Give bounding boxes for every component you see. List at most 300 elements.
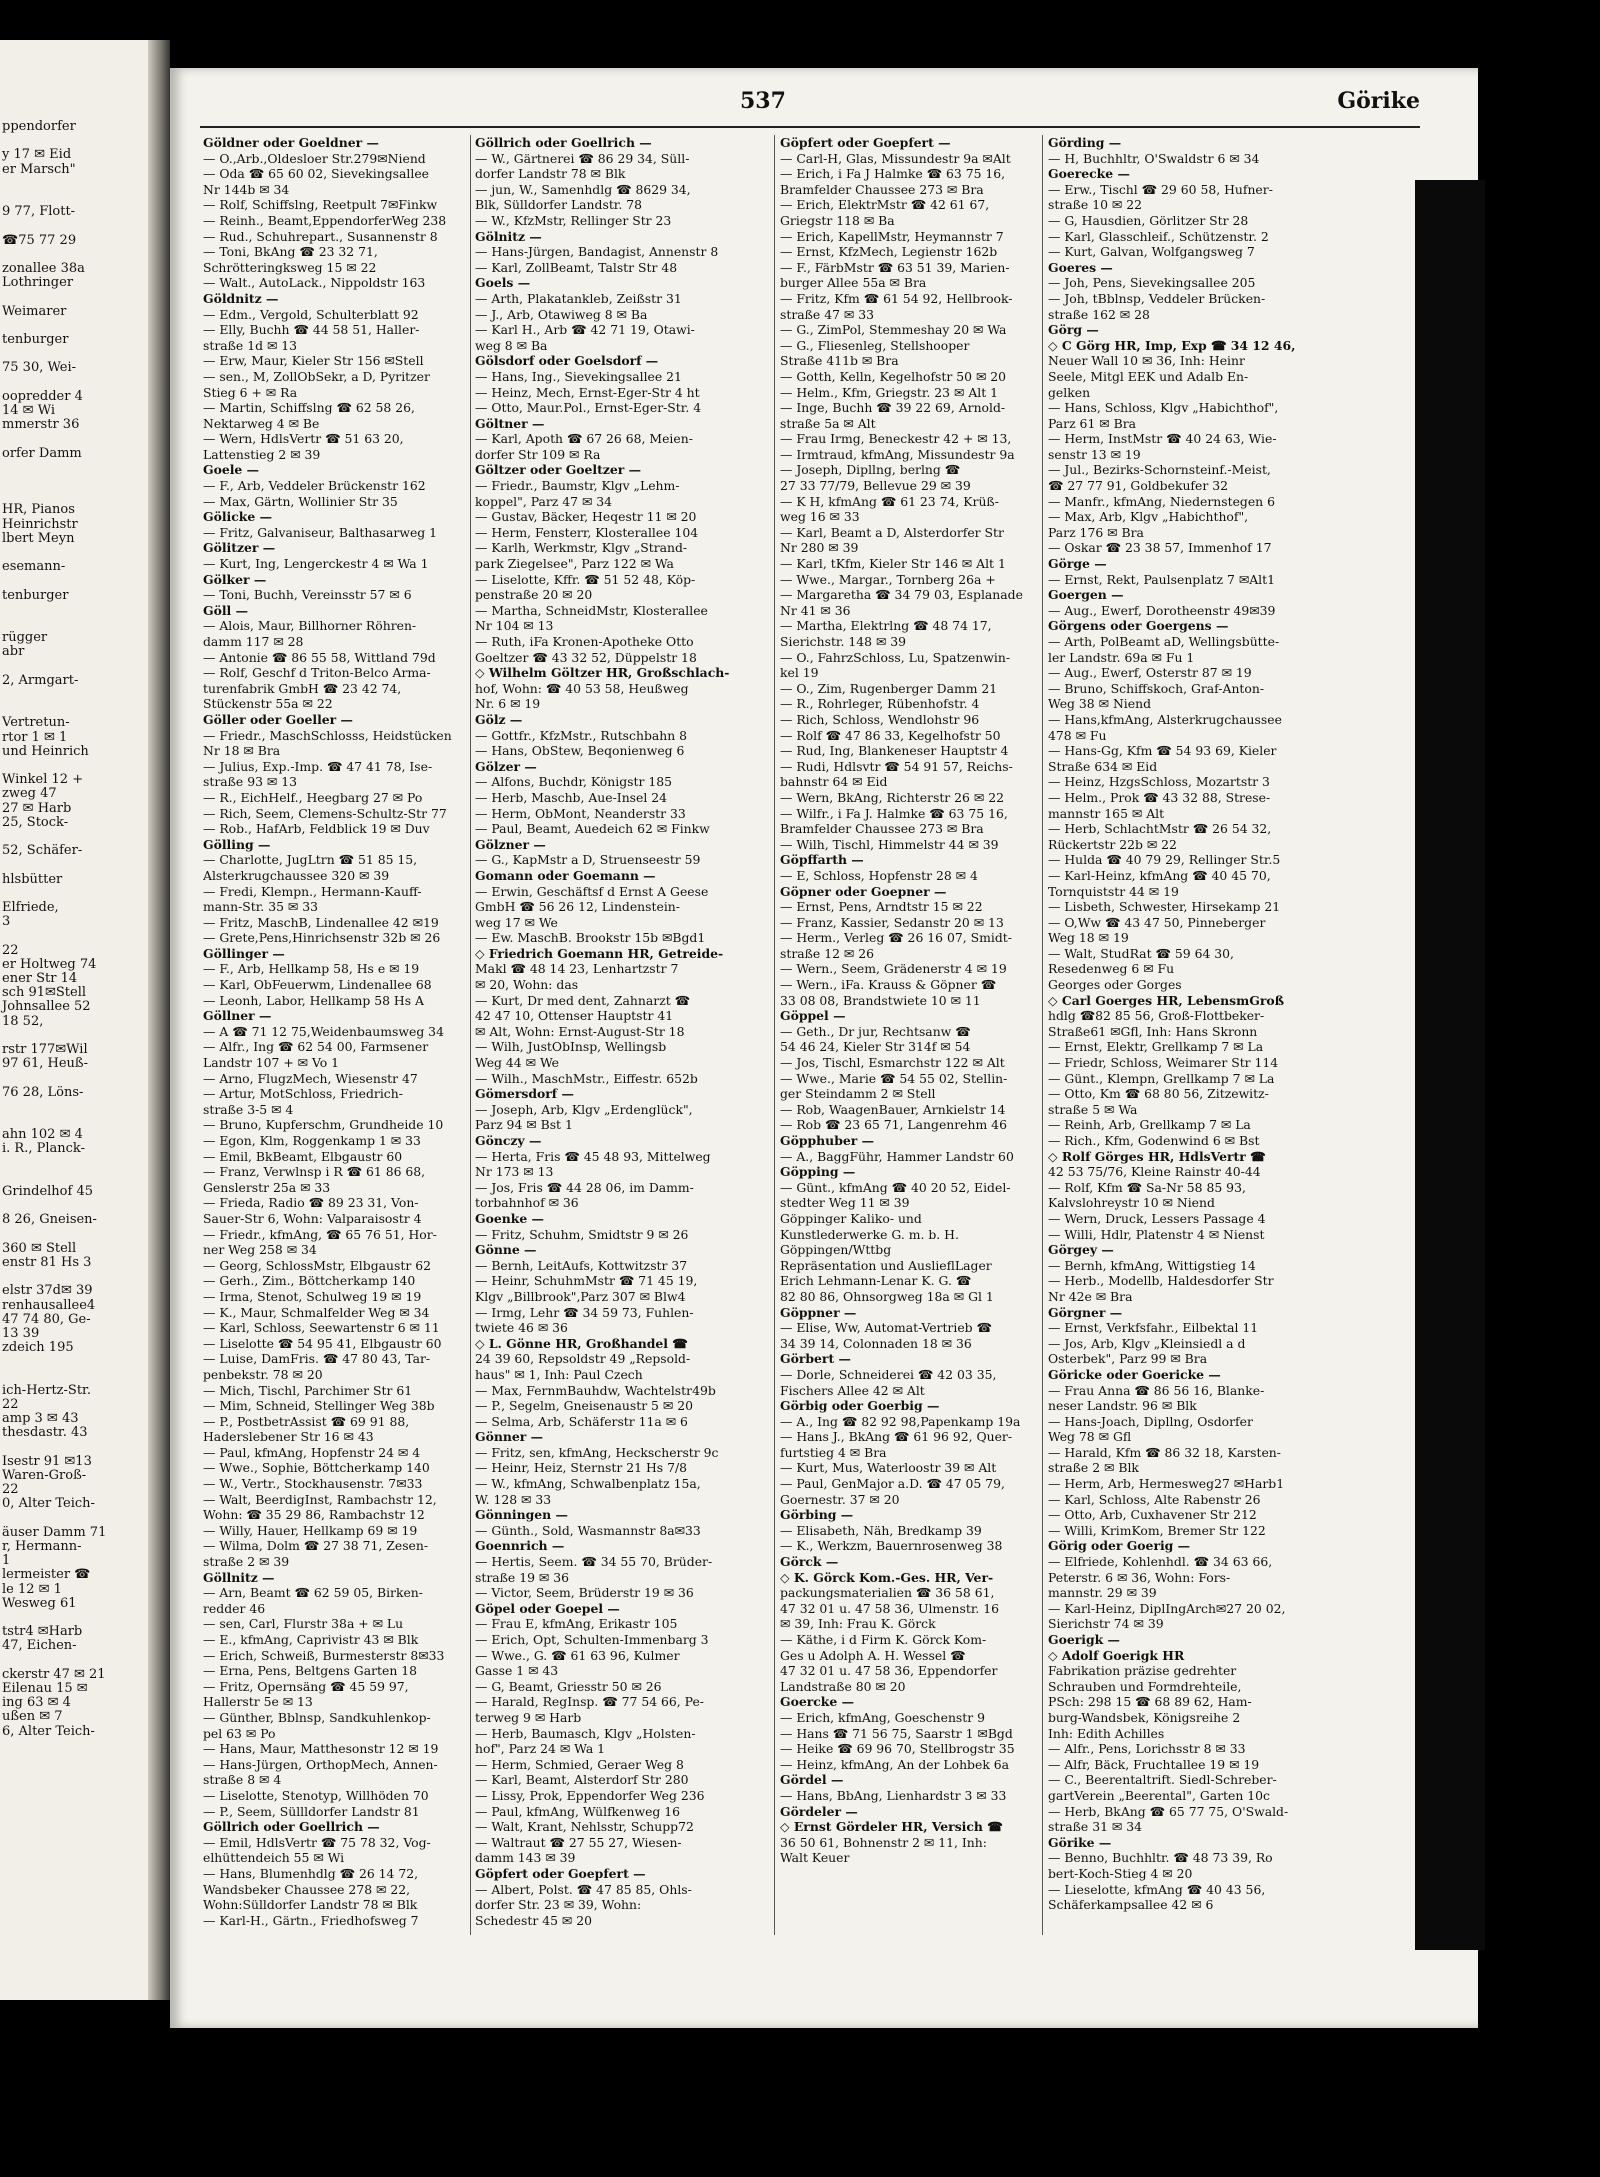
directory-entry-line: straße 2 ✉ Blk — [1048, 1460, 1139, 1476]
directory-entry-line: Schrauben und Formdrehteile, — [1048, 1678, 1242, 1694]
fragment-line: 97 61, Heuß- — [2, 1056, 88, 1072]
directory-entry-line: — Ruth, iFa Kronen-Apotheke Otto — [475, 634, 694, 649]
directory-entry-line: — Karl-Heinz, DiplIngArch✉27 20 02, — [1048, 1600, 1286, 1616]
fragment-line: rstr 177✉Wil — [2, 1042, 88, 1057]
directory-entry-line: — Waltraut ☎ 27 55 27, Wiesen- — [475, 1834, 682, 1850]
directory-entry-line: — P., PostbetrAssist ☎ 69 91 88, — [203, 1413, 410, 1429]
directory-entry-line: ◇ Carl Goerges HR, LebensmGroß — [1048, 992, 1285, 1008]
directory-entry-line: — Kurt, Ing, Lengerckestr 4 ✉ Wa 1 — [203, 556, 429, 572]
directory-entry-line: Gomann oder Goemann — — [475, 867, 656, 883]
directory-entry-line: — Arth, Plakatankleb, Zeißstr 31 — [475, 290, 682, 306]
directory-entry-line: — Rich., Kfm, Godenwind 6 ✉ Bst — [1048, 1133, 1260, 1148]
directory-entry-line: haus" ✉ 1, Inh: Paul Czech — [475, 1366, 643, 1382]
fragment-line: ußen ✉ 7 — [2, 1709, 63, 1725]
directory-entry-line: Bramfelder Chaussee 273 ✉ Bra — [780, 181, 984, 197]
directory-entry-line: — Herta, Fris ☎ 45 48 93, Mittelweg — [475, 1148, 711, 1164]
directory-entry-line: — Herb, SchlachtMstr ☎ 26 54 32, — [1048, 821, 1272, 837]
directory-entry-line: gartVerein „Beerental", Garten 10c — [1048, 1787, 1270, 1803]
directory-entry-line: Göppingen/Wttbg — [780, 1242, 892, 1258]
directory-entry-line: Gasse 1 ✉ 43 — [475, 1663, 559, 1679]
directory-entry-line: mann-Str. 35 ✉ 33 — [203, 899, 318, 915]
fragment-line: 14 ✉ Wi — [2, 403, 55, 418]
fragment-line: Eilenau 15 ✉ — [2, 1681, 88, 1696]
directory-entry-line: Göllinger — — [203, 945, 285, 961]
fragment-line: Lothringer — [2, 275, 74, 291]
directory-entry-line: Görbig oder Goerbig — — [780, 1398, 940, 1414]
directory-entry-line: Göllnitz — — [203, 1569, 275, 1585]
directory-entry-line: — Heinr, Heiz, Sternstr 21 Hs 7/8 — [475, 1460, 688, 1476]
directory-entry-line: — Arn, Beamt ☎ 62 59 05, Birken- — [203, 1585, 423, 1601]
fragment-line: 76 28, Löns- — [2, 1084, 84, 1100]
directory-entry-line: Goeres — — [1048, 259, 1113, 275]
directory-entry-line: — Egon, Klm, Roggenkamp 1 ✉ 33 — [203, 1133, 421, 1148]
directory-entry-line: — Otto, Arb, Cuxhavener Str 212 — [1048, 1507, 1257, 1523]
directory-entry-line: packungsmaterialien ☎ 36 58 61, — [780, 1585, 995, 1601]
fragment-line: zonallee 38a — [2, 261, 85, 276]
directory-entry-line: Nr 41 ✉ 36 — [780, 602, 851, 618]
directory-entry-line: — Wwe., G. ☎ 61 63 96, Kulmer — [475, 1647, 680, 1663]
directory-entry-line: — K H, kfmAng ☎ 61 23 74, Krüß- — [780, 493, 999, 509]
directory-entry-line: — Oda ☎ 65 60 02, Sievekingsallee — [203, 166, 430, 182]
directory-entry-line: Görgner — — [1048, 1304, 1123, 1320]
book-gutter — [148, 40, 170, 2000]
directory-entry-line: Makl ☎ 48 14 23, Lenhartzstr 7 — [475, 961, 679, 977]
directory-entry-line: Göllrich oder Goellrich — — [203, 1819, 380, 1835]
directory-entry-line: — Jos, Tischl, Esmarchstr 122 ✉ Alt — [780, 1055, 1005, 1071]
fragment-line: 47, Eichen- — [2, 1638, 77, 1654]
directory-entry-line: — Leonh, Labor, Hellkamp 58 Hs A — [203, 992, 424, 1008]
directory-entry-line: Erich Lehmann-Lenar K. G. ☎ — [780, 1273, 972, 1289]
directory-entry-line: — Erich, Schweiß, Burmesterstr 8✉33 — [203, 1647, 445, 1663]
directory-entry-line: Klgv „Billbrook",Parz 307 ✉ Blw4 — [475, 1288, 686, 1304]
directory-entry-line: — Elisabeth, Näh, Bredkamp 39 — [780, 1522, 982, 1538]
fragment-line: tenburger — [2, 332, 69, 347]
directory-entry-line: straße 12 ✉ 26 — [780, 945, 874, 961]
directory-entry-line: Goenke — — [475, 1210, 544, 1226]
directory-entry-line: straße 93 ✉ 13 — [203, 774, 297, 790]
directory-entry-line: — Rob, WaagenBauer, Arnkielstr 14 — [780, 1101, 1006, 1117]
directory-entry-line: ◇ Rolf Görges HR, HdlsVertr ☎ — [1048, 1148, 1266, 1164]
directory-entry-line: — Lissy, Prok, Eppendorfer Weg 236 — [475, 1787, 705, 1803]
column-divider — [470, 135, 471, 1935]
directory-entry-line: Bramfelder Chaussee 273 ✉ Bra — [780, 821, 984, 837]
directory-entry-line: Kunstlederwerke G. m. b. H. — [780, 1226, 959, 1242]
directory-entry-line: — Wilh, JustObInsp, Wellingsb — [475, 1039, 667, 1055]
directory-entry-line: Gördeler — — [780, 1803, 858, 1819]
directory-entry-line: — Friedr., MaschSchlosss, Heidstücken — [203, 727, 452, 743]
directory-entry-line: — Elise, Ww, Automat-Vertrieb ☎ — [780, 1320, 992, 1336]
directory-entry-line: turenfabrik GmbH ☎ 23 42 74, — [203, 680, 402, 696]
fragment-line: 0, Alter Teich- — [2, 1496, 95, 1512]
directory-entry-line: — Irma, Stenot, Schulweg 19 ✉ 19 — [203, 1288, 422, 1304]
directory-entry-line: straße 5 ✉ Wa — [1048, 1101, 1138, 1117]
header-rule — [200, 126, 1420, 128]
fragment-line: thesdastr. 43 — [2, 1425, 88, 1441]
fragment-line: Johnsallee 52 — [2, 999, 91, 1015]
directory-entry-line: — Wilh., MaschMstr., Eiffestr. 652b — [475, 1070, 698, 1086]
directory-entry-line: — Otto, Km ☎ 68 80 56, Zitzewitz- — [1048, 1086, 1269, 1102]
directory-entry-line: 47 32 01 u. 47 58 36, Ulmenstr. 16 — [780, 1600, 1000, 1616]
directory-entry-line: torbahnhof ✉ 36 — [475, 1195, 579, 1211]
directory-entry-line: — Hans-Gg, Kfm ☎ 54 93 69, Kieler — [1048, 743, 1277, 759]
directory-entry-line: Straße61 ✉Gfl, Inh: Hans Skronn — [1048, 1023, 1258, 1039]
directory-entry-line: — Wern., Seem, Grädenerstr 4 ✉ 19 — [780, 961, 1007, 977]
directory-entry-line: Nr. 6 ✉ 19 — [475, 696, 541, 712]
directory-entry-line: — Kurt, Galvan, Wolfgangsweg 7 — [1048, 244, 1255, 260]
directory-entry-line: senstr 13 ✉ 19 — [1048, 446, 1141, 462]
fragment-line: Waren-Groß- — [2, 1468, 87, 1483]
directory-entry-line: — Frieda, Radio ☎ 89 23 31, Von- — [203, 1195, 419, 1211]
directory-entry-line: — Kurt, Mus, Waterloostr 39 ✉ Alt — [780, 1460, 997, 1476]
directory-entry-line: stedter Weg 11 ✉ 39 — [780, 1195, 910, 1211]
fragment-line: Isestr 91 ✉13 — [2, 1453, 92, 1469]
directory-entry-line: Wohn:Sülldorfer Landstr 78 ✉ Blk — [203, 1897, 418, 1913]
directory-entry-line: W. 128 ✉ 33 — [475, 1491, 552, 1507]
directory-entry-line: — Lieselotte, kfmAng ☎ 40 43 56, — [1048, 1881, 1266, 1897]
fragment-line: 6, Alter Teich- — [2, 1723, 95, 1739]
directory-entry-line: Lattenstieg 2 ✉ 39 — [203, 446, 321, 462]
directory-entry-line: Sauer-Str 6, Wohn: Valparaisostr 4 — [203, 1210, 422, 1226]
directory-entry-line: damm 143 ✉ 39 — [475, 1850, 576, 1866]
fragment-line: 22 — [2, 942, 19, 958]
directory-entry-line: — Luise, DamFris. ☎ 47 80 43, Tar- — [203, 1351, 431, 1367]
directory-entry-line: — Erich, KapellMstr, Heymannstr 7 — [780, 228, 1004, 244]
directory-entry-line: — Victor, Seem, Brüderstr 19 ✉ 36 — [475, 1585, 694, 1601]
directory-entry-line: — Wilfr., i Fa J. Halmke ☎ 63 75 16, — [780, 805, 1008, 821]
directory-entry-line: gelken — [1048, 384, 1091, 400]
fragment-line: Weimarer — [2, 303, 67, 319]
fragment-line: und Heinrich — [2, 743, 89, 759]
directory-entry-line: — Rob ☎ 23 65 71, Langenrehm 46 — [780, 1117, 1007, 1133]
directory-entry-line: — O., FahrzSchloss, Lu, Spatzenwin- — [780, 649, 1011, 665]
directory-entry-line: — Elly, Buchh ☎ 44 58 51, Haller- — [203, 322, 420, 338]
directory-entry-line: — Harald, RegInsp. ☎ 77 54 66, Pe- — [475, 1694, 704, 1710]
directory-entry-line: — K., Maur, Schmalfelder Weg ✉ 34 — [203, 1304, 430, 1320]
directory-entry-line: — Käthe, i d Firm K. Görck Kom- — [780, 1632, 987, 1647]
fragment-line: 25, Stock- — [2, 814, 69, 830]
directory-entry-line: — Hans, Blumenhdlg ☎ 26 14 72, — [203, 1865, 419, 1881]
directory-entry-line: park Ziegelsee", Parz 122 ✉ Wa — [475, 556, 674, 572]
directory-entry-line: — Fritz, MaschB, Lindenallee 42 ✉19 — [203, 914, 439, 930]
directory-entry-line: ◇ Adolf Goerigk HR — [1048, 1647, 1185, 1663]
directory-entry-line: — Wilma, Dolm ☎ 27 38 71, Zesen- — [203, 1538, 429, 1554]
directory-entry-line: furtstieg 4 ✉ Bra — [780, 1444, 887, 1460]
column-4 — [1048, 135, 1348, 1913]
directory-entry-line: redder 46 — [203, 1600, 266, 1616]
directory-entry-line: — Hertis, Seem. ☎ 34 55 70, Brüder- — [475, 1554, 713, 1570]
directory-entry-line: — Alois, Maur, Billhorner Röhren- — [203, 618, 417, 634]
directory-entry-line: weg 8 ✉ Ba — [475, 337, 548, 353]
directory-entry-line: burg-Wandsbek, Königsreihe 2 — [1048, 1709, 1241, 1725]
directory-entry-line: — Emil, HdlsVertr ☎ 75 78 32, Vog- — [203, 1834, 431, 1850]
directory-entry-line: Göpphuber — — [780, 1133, 874, 1148]
fragment-line: enstr 81 Hs 3 — [2, 1255, 92, 1270]
directory-entry-line: pel 63 ✉ Po — [203, 1725, 276, 1741]
directory-entry-line: — Karlh, Werkmstr, Klgv „Strand- — [475, 540, 688, 556]
directory-entry-line: — Ew. MaschB. Brookstr 15b ✉Bgd1 — [475, 930, 706, 946]
directory-entry-line: — Herm., Verleg ☎ 26 16 07, Smidt- — [780, 930, 1012, 946]
fragment-line: Wesweg 61 — [2, 1595, 77, 1611]
directory-entry-line: — Martha, SchneidMstr, Klosterallee — [475, 602, 708, 618]
directory-entry-line: — Otto, Maur.Pol., Ernst-Eger-Str. 4 — [475, 400, 702, 416]
directory-entry-line: — Elfriede, Kohlenhdl. ☎ 34 63 66, — [1048, 1554, 1273, 1570]
directory-entry-line: — Frau Irmg, Beneckestr 42 + ✉ 13, — [780, 431, 1012, 447]
fragment-line: Vertretun- — [2, 715, 70, 731]
directory-entry-line: — F., Arb, Hellkamp 58, Hs e ✉ 19 — [203, 961, 420, 977]
directory-entry-line: Görike — — [1048, 1834, 1112, 1850]
directory-entry-line: Inh: Edith Achilles — [1048, 1725, 1165, 1741]
directory-entry-line: Görck — — [780, 1554, 839, 1570]
directory-entry-line: Görig oder Goerig — — [1048, 1538, 1191, 1554]
directory-entry-line: Nr 173 ✉ 13 — [475, 1164, 554, 1180]
fragment-line: amp 3 ✉ 43 — [2, 1411, 79, 1427]
fragment-line: HR, Pianos — [2, 502, 75, 518]
directory-entry-line: terweg 9 ✉ Harb — [475, 1709, 582, 1725]
directory-entry-line: Göppel — — [780, 1008, 846, 1024]
directory-entry-line: — Kurt, Dr med dent, Zahnarzt ☎ — [475, 992, 691, 1008]
directory-entry-line: — Hans J., BkAng ☎ 61 96 92, Quer- — [780, 1429, 1013, 1445]
directory-entry-line: — Walt, BeerdigInst, Rambachstr 12, — [203, 1491, 437, 1507]
directory-entry-line: — Fritz, Galvaniseur, Balthasarweg 1 — [203, 524, 438, 540]
directory-entry-line: — Ernst, Verkfsfahr., Eilbektal 11 — [1048, 1320, 1259, 1336]
directory-entry-line: mannstr. 29 ✉ 39 — [1048, 1585, 1157, 1601]
directory-entry-line: Gönne — — [475, 1242, 537, 1258]
directory-entry-line: Wohn: ☎ 35 29 86, Rambachstr 12 — [203, 1507, 425, 1523]
directory-entry-line: — Fritz, Opernsäng ☎ 45 59 97, — [203, 1678, 409, 1694]
fragment-line: 27 ✉ Harb — [2, 800, 72, 816]
fragment-line: ckerstr 47 ✉ 21 — [2, 1666, 106, 1682]
directory-entry-line: — Inge, Buchh ☎ 39 22 69, Arnold- — [780, 400, 1006, 416]
directory-entry-line: — Alfons, Buchdr, Königstr 185 — [475, 774, 672, 790]
directory-entry-line: Goele — — [203, 462, 260, 478]
directory-entry-line: 47 32 01 u. 47 58 36, Eppendorfer — [780, 1663, 998, 1679]
directory-entry-line: — Rolf ☎ 47 86 33, Kegelhofstr 50 — [780, 727, 1001, 743]
directory-entry-line: Nr 280 ✉ 39 — [780, 540, 859, 556]
directory-entry-line: — Herm, Schmied, Geraer Weg 8 — [475, 1756, 684, 1772]
directory-entry-line: — Joseph, Arb, Klgv „Erdenglück", — [475, 1101, 693, 1117]
directory-entry-line: — Ernst, Pens, Arndtstr 15 ✉ 22 — [780, 899, 983, 915]
directory-entry-line: Weg 78 ✉ Gfl — [1048, 1429, 1132, 1445]
directory-entry-line: — Karl, Glasschleif., Schützenstr. 2 — [1048, 228, 1269, 244]
fragment-line: 360 ✉ Stell — [2, 1240, 77, 1256]
directory-entry-line: — Erich, kfmAng, Goeschenstr 9 — [780, 1709, 986, 1725]
fragment-line: 1 — [2, 1553, 11, 1569]
directory-entry-line: — Heinr, SchuhmMstr ☎ 71 45 19, — [475, 1273, 698, 1289]
fragment-line: ppendorfer — [2, 119, 76, 134]
directory-entry-line: Stieg 6 + ✉ Ra — [203, 384, 298, 400]
directory-entry-line: — Herm, InstMstr ☎ 40 24 63, Wie- — [1048, 431, 1277, 447]
directory-entry-line: Göltzer oder Goeltzer — — [475, 462, 642, 478]
directory-entry-line: PSch: 298 15 ☎ 68 89 62, Ham- — [1048, 1694, 1252, 1710]
directory-entry-line: — Hulda ☎ 40 79 29, Rellinger Str.5 — [1048, 852, 1281, 868]
fragment-line: 18 52, — [2, 1013, 44, 1029]
directory-entry-line: Schrötteringksweg 15 ✉ 22 — [203, 259, 377, 275]
directory-entry-line: — E, Schloss, Hopfenstr 28 ✉ 4 — [780, 867, 978, 883]
directory-entry-line: — Bruno, Kupferschm, Grundheide 10 — [203, 1117, 444, 1133]
directory-entry-line: 36 50 61, Bohnenstr 2 ✉ 11, Inh: — [780, 1834, 987, 1850]
directory-entry-line: — Günt., kfmAng ☎ 40 20 52, Eidel- — [780, 1179, 1011, 1195]
directory-entry-line: ner Weg 258 ✉ 34 — [203, 1242, 317, 1258]
directory-entry-line: ◇ Wilhelm Göltzer HR, Großschlach- — [475, 665, 730, 681]
directory-entry-line: — Fritz, sen, kfmAng, Heckscherstr 9c — [475, 1444, 719, 1460]
directory-entry-line: — Dorle, Schneiderei ☎ 42 03 35, — [780, 1366, 997, 1382]
directory-entry-line: — Albert, Polst. ☎ 47 85 85, Ohls- — [475, 1881, 692, 1897]
directory-entry-line: — Rud, Ing, Blankeneser Hauptstr 4 — [780, 743, 1009, 759]
directory-entry-line: — K., Werkzm, Bauernrosenweg 38 — [780, 1538, 1003, 1554]
directory-entry-line: — O,Ww ☎ 43 47 50, Pinneberger — [1048, 914, 1266, 930]
directory-entry-line: ✉ 39, Inh: Frau K. Görck — [780, 1616, 936, 1632]
directory-entry-line: Göpffarth — — [780, 852, 864, 868]
directory-entry-line: Hallerstr 5e ✉ 13 — [203, 1694, 313, 1710]
directory-entry-line: damm 117 ✉ 28 — [203, 634, 304, 649]
directory-entry-line: — Herb, BkAng ☎ 65 77 75, O'Swald- — [1048, 1803, 1289, 1819]
directory-entry-line: Gölicke — — [203, 509, 272, 525]
directory-entry-line: — Gerh., Zim., Böttcherkamp 140 — [203, 1273, 416, 1289]
directory-entry-line: Nr 42e ✉ Bra — [1048, 1288, 1133, 1304]
directory-entry-line: — A., BaggFühr, Hammer Landstr 60 — [780, 1148, 1014, 1164]
fragment-line: zdeich 195 — [2, 1340, 74, 1356]
fragment-line: Grindelhof 45 — [2, 1184, 93, 1199]
directory-entry-line: — Frau Anna ☎ 86 56 16, Blanke- — [1048, 1382, 1265, 1398]
directory-entry-line: 478 ✉ Fu — [1048, 727, 1107, 743]
directory-entry-line: Wandsbeker Chaussee 278 ✉ 22, — [203, 1881, 411, 1897]
directory-entry-line: Göllrich oder Goellrich — — [475, 135, 652, 150]
directory-entry-line: — Rich, Seem, Clemens-Schultz-Str 77 — [203, 805, 447, 821]
directory-entry-line: — Julius, Exp.-Imp. ☎ 47 41 78, Ise- — [203, 758, 433, 774]
directory-entry-line: 24 39 60, Repsoldstr 49 „Repsold- — [475, 1351, 691, 1367]
fragment-line: esemann- — [2, 559, 66, 575]
directory-entry-line: — Martin, Schiffslng ☎ 62 58 26, — [203, 400, 415, 416]
directory-entry-line: Göppinger Kaliko- und — [780, 1210, 922, 1226]
directory-entry-line: ◇ Friedrich Goemann HR, Getreide- — [475, 945, 724, 961]
directory-entry-line: 34 39 14, Colonnaden 18 ✉ 36 — [780, 1335, 972, 1351]
directory-entry-line: Kalvslohreystr 10 ✉ Niend — [1048, 1195, 1215, 1211]
directory-entry-line: — F., Arb, Veddeler Brückenstr 162 — [203, 478, 426, 494]
fragment-line: elstr 37d✉ 39 — [2, 1283, 93, 1299]
directory-entry-line: — W., Gärtnerei ☎ 86 29 34, Süll- — [475, 150, 690, 166]
directory-entry-line: — W., Vertr., Stockhausenstr. 7✉33 — [203, 1476, 423, 1492]
directory-entry-line: — Günt., Klempn, Grellkamp 7 ✉ La — [1048, 1070, 1275, 1086]
fragment-line: ener Str 14 — [2, 971, 78, 986]
fragment-line: 13 39 — [2, 1326, 40, 1341]
directory-entry-line: — Margaretha ☎ 34 79 03, Esplanade — [780, 587, 1023, 603]
directory-entry-line: — Herm, Fensterr, Klosterallee 104 — [475, 524, 699, 540]
directory-entry-line: Seele, Mitgl EEK und Adalb En- — [1048, 368, 1249, 384]
directory-entry-line: dorfer Landstr 78 ✉ Blk — [475, 166, 626, 182]
directory-entry-line: Parz 94 ✉ Bst 1 — [475, 1117, 573, 1133]
directory-entry-line: Ges u Adolph A. H. Wessel ☎ — [780, 1647, 966, 1663]
directory-entry-line: burger Allee 55a ✉ Bra — [780, 275, 927, 291]
directory-entry-line: Neuer Wall 10 ✉ 36, Inh: Heinr — [1048, 353, 1245, 369]
directory-entry-line: neser Landstr. 96 ✉ Blk — [1048, 1398, 1197, 1414]
directory-entry-line: — Rolf, Geschf d Triton-Belco Arma- — [203, 665, 431, 681]
directory-entry-line: 33 08 08, Brandstwiete 10 ✉ 11 — [780, 992, 981, 1008]
directory-entry-line: Goernestr. 37 ✉ 20 — [780, 1491, 900, 1507]
directory-entry-line: Weg 18 ✉ 19 — [1048, 930, 1129, 946]
directory-entry-line: straße 2 ✉ 39 — [203, 1554, 290, 1570]
directory-entry-line: Schäferkampsallee 42 ✉ 6 — [1048, 1897, 1214, 1913]
directory-entry-line: Osterbek", Parz 99 ✉ Bra — [1048, 1351, 1208, 1367]
directory-entry-line: — Günther, Bblnsp, Sandkuhlenkop- — [203, 1709, 431, 1725]
directory-entry-line: penstraße 20 ✉ 20 — [475, 587, 593, 603]
directory-entry-line: Göpel oder Goepel — — [475, 1600, 620, 1616]
directory-entry-line: Göpping — — [780, 1164, 856, 1180]
directory-entry-line: Nr 18 ✉ Bra — [203, 743, 281, 759]
directory-entry-line: weg 16 ✉ 33 — [780, 509, 860, 525]
directory-entry-line: — Paul, Beamt, Auedeich 62 ✉ Finkw — [475, 821, 710, 837]
directory-entry-line: Repräsentation und AuslieflLager — [780, 1257, 992, 1273]
directory-entry-line: Görding — — [1048, 135, 1122, 150]
directory-entry-line: Görge — — [1048, 556, 1107, 572]
directory-entry-line: — Liselotte ☎ 54 95 41, Elbgaustr 60 — [203, 1335, 442, 1351]
directory-entry-line: — Charlotte, JugLtrn ☎ 51 85 15, — [203, 852, 418, 868]
directory-entry-line: ☎ 27 77 91, Goldbekufer 32 — [1048, 478, 1228, 494]
directory-entry-line: — Willi, Hdlr, Platenstr 4 ✉ Nienst — [1048, 1226, 1265, 1242]
directory-entry-line: — Manfr., kfmAng, Niedernstegen 6 — [1048, 493, 1275, 509]
directory-entry-line: — Karl, tKfm, Kieler Str 146 ✉ Alt 1 — [780, 556, 1006, 572]
fragment-line: abr — [2, 644, 25, 660]
directory-entry-line: Görg — — [1048, 322, 1099, 338]
directory-entry-line: — Rich, Schloss, Wendlohstr 96 — [780, 711, 980, 727]
directory-entry-line: Georges oder Gorges — [1048, 977, 1182, 993]
directory-entry-line: — sen., M, ZollObSekr, a D, Pyritzer — [203, 368, 430, 384]
directory-entry-line: — Reinh, Arb, Grellkamp 7 ✉ La — [1048, 1117, 1251, 1133]
directory-entry-line: — O.,Arb.,Oldesloer Str.279✉Niend — [203, 150, 426, 166]
directory-entry-line: — Hans, ObStew, Beqonienweg 6 — [475, 743, 685, 759]
directory-entry-line: — Karl, Beamt, Alsterdorf Str 280 — [475, 1772, 689, 1788]
directory-entry-line: — Arth, PolBeamt aD, Wellingsbütte- — [1048, 634, 1280, 649]
directory-entry-line: ◇ Ernst Gördeler HR, Versich ☎ — [780, 1819, 1003, 1835]
directory-entry-line: Rückertstr 22b ✉ 22 — [1048, 836, 1177, 852]
fragment-line: ☎75 77 29 — [2, 232, 77, 248]
directory-entry-line: Walt Keuer — [780, 1850, 850, 1866]
directory-entry-line: hof, Wohn: ☎ 40 53 58, Heußweg — [475, 680, 689, 696]
directory-entry-line: straße 3-5 ✉ 4 — [203, 1101, 294, 1117]
directory-entry-line: — Wern, Druck, Lessers Passage 4 — [1048, 1210, 1266, 1226]
directory-entry-line: straße 19 ✉ 36 — [475, 1569, 569, 1585]
directory-entry-line: — Carl-H, Glas, Missundestr 9a ✉Alt — [780, 150, 1011, 166]
directory-entry-line: Goerecke — — [1048, 166, 1130, 182]
directory-entry-line: — G., ZimPol, Stemmeshay 20 ✉ Wa — [780, 322, 1007, 338]
directory-entry-line: 42 47 10, Ottenser Hauptstr 41 — [475, 1008, 674, 1024]
directory-entry-line: — Herb, Baumasch, Klgv „Holsten- — [475, 1725, 696, 1741]
directory-entry-line: Landstr 107 + ✉ Vo 1 — [203, 1055, 340, 1071]
directory-entry-line: — Hans ☎ 71 56 75, Saarstr 1 ✉Bgd — [780, 1725, 1013, 1741]
fragment-line: le 12 ✉ 1 — [2, 1581, 62, 1597]
directory-entry-line: — Jos, Arb, Klgv „Kleinsiedl a d — [1048, 1335, 1246, 1351]
directory-entry-line: — E., kfmAng, Caprivistr 43 ✉ Blk — [203, 1632, 419, 1647]
fragment-line: mmerstr 36 — [2, 417, 80, 433]
fragment-line: Heinrichstr — [2, 516, 78, 532]
directory-entry-line: — Edm., Vergold, Schulterblatt 92 — [203, 306, 419, 322]
directory-entry-line: — Georg, SchlossMstr, Elbgaustr 62 — [203, 1257, 431, 1273]
directory-entry-line: — Fritz, Schuhm, Smidtstr 9 ✉ 26 — [475, 1226, 689, 1242]
fragment-line: 2, Armgart- — [2, 672, 79, 688]
directory-entry-line: dorfer Str 109 ✉ Ra — [475, 446, 601, 462]
directory-entry-line: Göldner oder Goeldner — — [203, 135, 379, 150]
directory-entry-line: — A., Ing ☎ 82 92 98,Papenkamp 19a — [780, 1413, 1021, 1429]
directory-entry-line: Gölz — — [475, 711, 523, 727]
directory-entry-line: — Paul, kfmAng, Wülfkenweg 16 — [475, 1803, 681, 1819]
directory-entry-line: — Paul, kfmAng, Hopfenstr 24 ✉ 4 — [203, 1444, 421, 1460]
directory-entry-line: — Karl-H., Gärtn., Friedhofsweg 7 — [203, 1912, 419, 1928]
directory-entry-line: — sen, Carl, Flurstr 38a + ✉ Lu — [203, 1616, 404, 1632]
directory-entry-line: — Hans, Schloss, Klgv „Habichthof", — [1048, 400, 1279, 416]
directory-entry-line: — Franz, Verwlnsp i R ☎ 61 86 68, — [203, 1164, 426, 1180]
directory-entry-line: — Herb, Maschb, Aue-Insel 24 — [475, 789, 668, 805]
directory-entry-line: — Erich, ElektrMstr ☎ 42 61 67, — [780, 197, 990, 213]
fragment-line: tenburger — [2, 587, 69, 603]
